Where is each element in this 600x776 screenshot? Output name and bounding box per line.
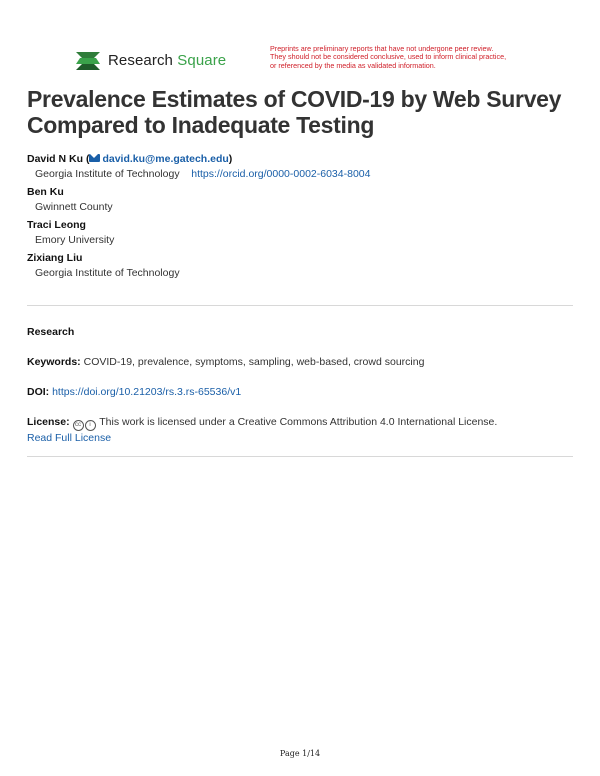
doi-link[interactable]: https://doi.org/10.21203/rs.3.rs-65536/v1 [52, 386, 242, 398]
article-type: Research [27, 326, 75, 338]
orcid-link[interactable]: https://orcid.org/0000-0002-6034-8004 [191, 168, 371, 180]
research-square-logo[interactable] [74, 48, 226, 72]
notice-line: They should not be considered conclusive, used to inform clinical practice, [270, 52, 507, 62]
logo-word-research: Research [108, 51, 173, 69]
author-affiliation: Georgia Institute of Technology [35, 267, 180, 279]
logo-wordmark [108, 52, 226, 69]
cc-by-icons [73, 416, 97, 431]
cc-icon: cc [73, 420, 84, 431]
notice-line: or referenced by the media as validated information. [270, 60, 436, 70]
keywords-label: Keywords: [27, 356, 81, 368]
notice-line: Preprints are preliminary reports that have not undergone peer review. [270, 44, 494, 53]
doi-line [27, 385, 573, 400]
keywords-value: COVID-19, prevalence, symptoms, sampling, web-based, crowd sourcing [83, 356, 425, 368]
read-full-license-link[interactable]: Read Full License [27, 432, 112, 444]
author-entry [27, 185, 577, 215]
keywords-line [27, 355, 573, 370]
author-affiliation: Gwinnett County [35, 201, 113, 213]
email-open-paren: ( [85, 153, 90, 165]
author-email-link[interactable]: david.ku@me.gatech.edu [102, 153, 229, 165]
author-name: David N Ku [27, 153, 84, 165]
author-list [27, 152, 577, 284]
license-text: This work is licensed under a Creative Commons Attribution 4.0 International License. [99, 416, 498, 428]
author-affiliation: Georgia Institute of Technology [35, 168, 180, 180]
doi-label: DOI: [27, 386, 50, 398]
license-line [27, 415, 573, 446]
section-divider [27, 305, 573, 306]
author-affiliation: Emory University [35, 234, 115, 246]
section-divider [27, 456, 573, 457]
author-name: Traci Leong [27, 219, 86, 231]
paper-title: Prevalence Estimates of COVID-19 by Web Survey Compared to Inadequate Testing [27, 86, 562, 138]
license-label: License: [27, 416, 70, 428]
page-number: Page 1/14 [279, 749, 321, 758]
author-entry [27, 218, 577, 248]
author-entry [27, 152, 577, 182]
author-entry [27, 251, 577, 281]
author-name: Ben Ku [27, 186, 64, 198]
author-name: Zixiang Liu [27, 252, 83, 264]
email-close-paren: ) [228, 153, 233, 165]
logo-word-square: Square [177, 51, 227, 69]
preprint-notice [270, 45, 540, 70]
mail-icon [89, 154, 100, 162]
research-square-logo-icon [74, 48, 102, 72]
by-icon: i [85, 420, 96, 431]
